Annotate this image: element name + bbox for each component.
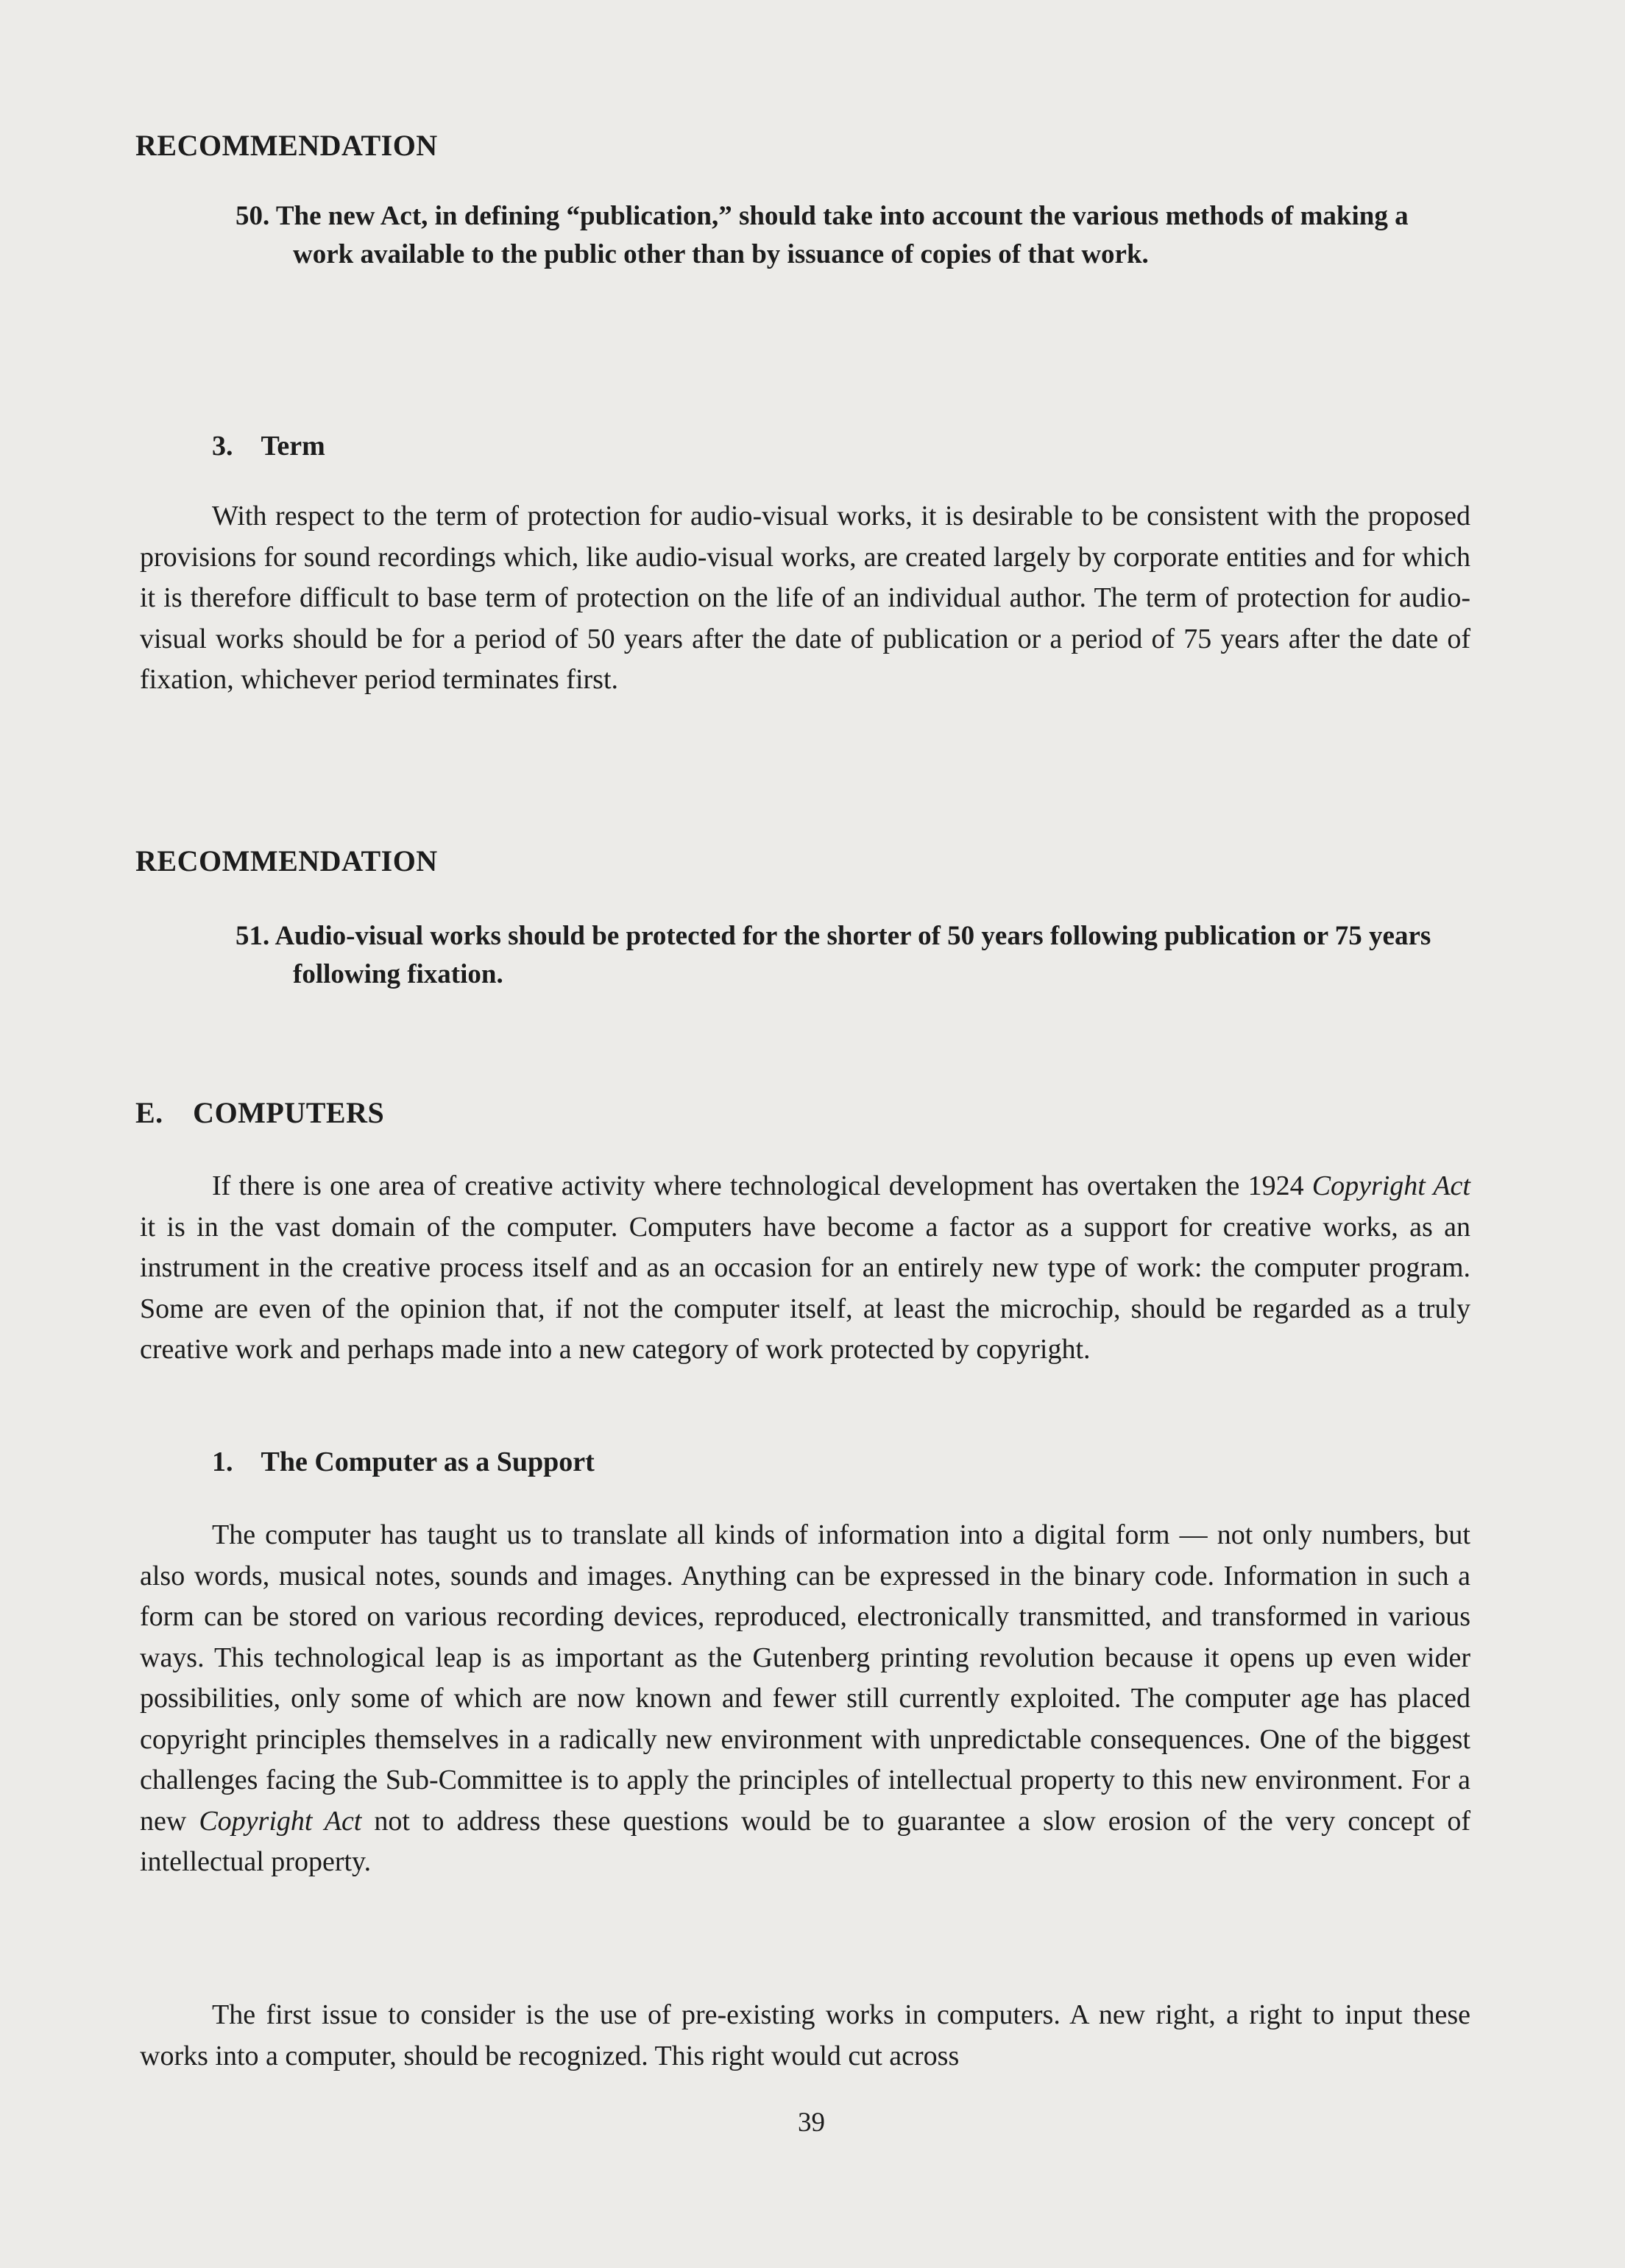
paragraph-first-issue: The first issue to consider is the use of pre-existing works in computers. A new right, a right to input these works into a computer, should be recognized. This right would cut across <box>140 1999 1470 2071</box>
section-computer-support-heading: 1. The Computer as a Support <box>212 1446 595 1477</box>
paragraph-computers-part-2: it is in the vast domain of the computer. Computers have become a factor as a support for creative works, as an instrument in the creative process itself and as an occasion for an entirely new type of work: the computer program. Some are even of the opinion that, if not the computer itself, at least the microchip, should be regarded as a truly creative work and perhaps made into a new category of work protected by copyright. <box>140 1211 1470 1365</box>
paragraph-term: With respect to the term of protection for audio-visual works, it is desirable to be consistent with the proposed provisions for sound recordings which, like audio-visual works, are created largely by corporate entities and for which it is therefore difficult to base term of protection on the life of an individual author. The term of protection for audio-visual works should be for a period of 50 years after the date of publication or a period of 75 years after the date of fixation, whichever period terminates first. <box>140 501 1470 695</box>
section-term-heading: 3. Term <box>212 431 325 462</box>
paragraph-computer-support <box>140 1515 1470 1883</box>
recommendation-heading-2: RECOMMENDATION <box>135 844 438 877</box>
paragraph-support-part-1: The computer has taught us to translate all kinds of information into a digital form — not only numbers, but also words, musical notes, sounds and images. Anything can be expressed in the binary code. Information in such a form can be stored on various recording devices, reproduced, electronically transmitted, and transformed in various ways. This technological leap is as important as the Gutenberg printing revolution because it opens up even wider possibilities, only some of which are now known and fewer still currently exploited. The computer age has placed copyright principles themselves in a radically new environment with unpredictable consequences. One of the biggest challenges facing the Sub-Committee is to apply the principles of intellectual property to this new environment. For a new <box>140 1519 1470 1837</box>
paragraph-computers-act-title: Copyright Act <box>1311 1170 1470 1201</box>
paragraph-computers-part-1: If there is one area of creative activity where technological development has overtaken the 1924 <box>212 1170 1312 1201</box>
recommendation-51 <box>236 917 1442 994</box>
recommendation-50 <box>236 197 1442 274</box>
paragraph-computers <box>140 1166 1470 1371</box>
paragraph-support-part-2: not to address these questions would be to guarantee a slow erosion of the very concept of intellectual property. <box>140 1805 1470 1877</box>
recommendation-50-text: 50. The new Act, in defining “publication,” should take into account the various methods of making a work available to the public other than by issuance of copies of that work. <box>236 201 1409 269</box>
paragraph-support-act-title: Copyright Act <box>199 1805 362 1837</box>
recommendation-heading-1: RECOMMENDATION <box>135 129 438 162</box>
page-number: 39 <box>798 2108 825 2138</box>
recommendation-51-text: 51. Audio-visual works should be protected for the shorter of 50 years following publication or 75 years following fixation. <box>236 921 1431 989</box>
section-computers-heading: E. COMPUTERS <box>135 1096 385 1129</box>
